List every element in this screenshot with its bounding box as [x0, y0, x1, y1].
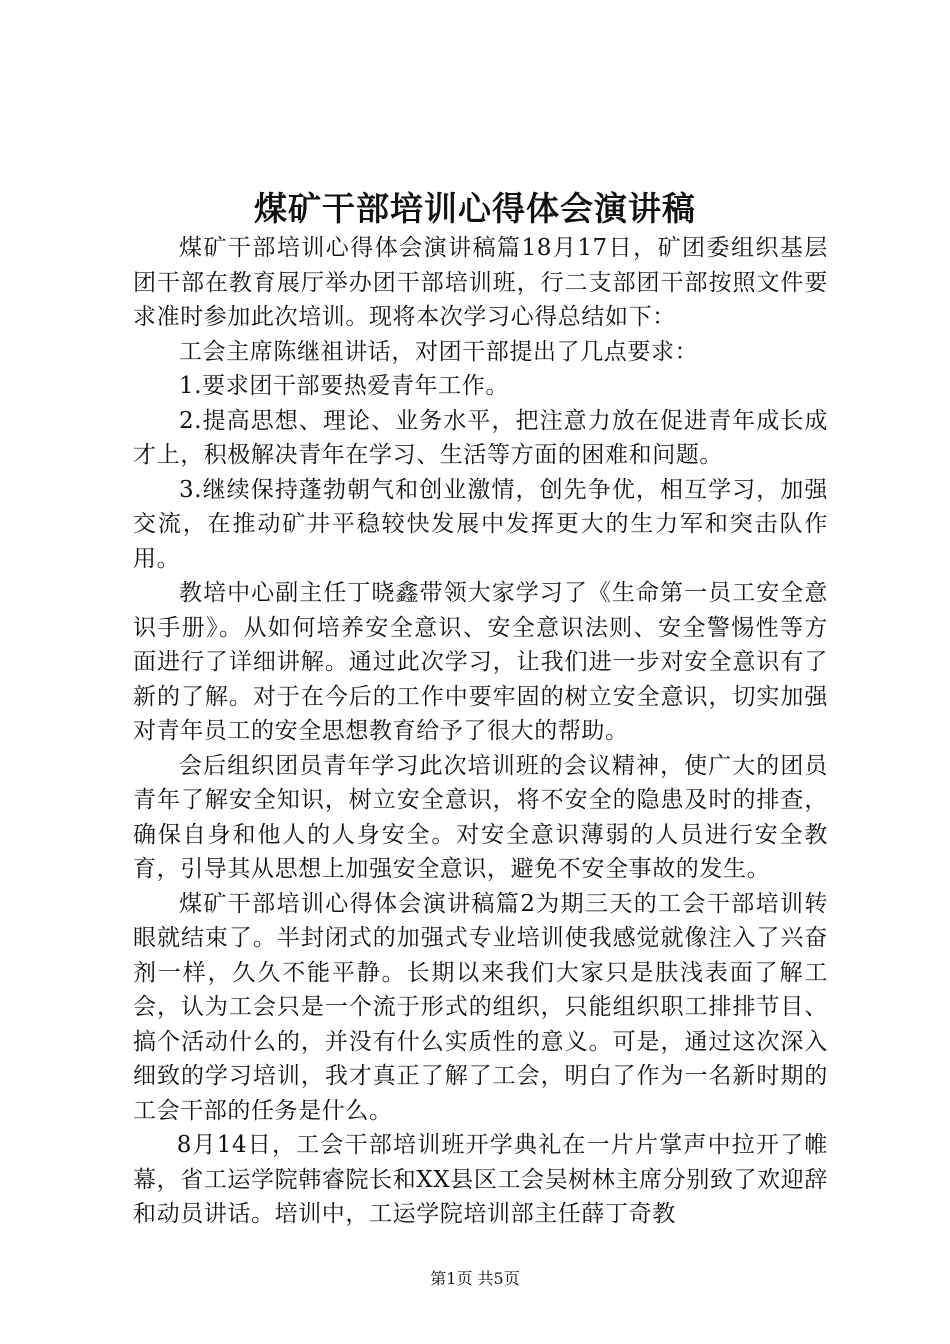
paragraph: 教培中心副主任丁晓鑫带领大家学习了《生命第一员工安全意识手册》。从如何培养安全意识、安全意识法则、安全警惕性等方面进行了详细讲解。通过此次学习，让我们进一步对安全意识有了新的了解。对于在今后的工作中要牢固的树立安全意识，切实加强对青年员工的安全思想教育给予了很大的帮助。: [133, 580, 828, 744]
paragraph: 8月14日，工会干部培训班开学典礼在一片片掌声中拉开了帷幕，省工运学院韩睿院长和XX县区工会吴树林主席分别致了欢迎辞和动员讲话。培训中，工运学院培训部主任薛丁奇教: [133, 1132, 828, 1227]
paragraph: 煤矿干部培训心得体会演讲稿篇18月17日，矿团委组织基层团干部在教育展厅举办团干部培训班，行二支部团干部按照文件要求准时参加此次培训。现将本次学习心得总结如下：: [133, 235, 828, 330]
document-body: [133, 231, 828, 1232]
paragraph: 会后组织团员青年学习此次培训班的会议精神，使广大的团员青年了解安全知识，树立安全意识，将不安全的隐患及时的排查，确保自身和他人的人身安全。对安全意识薄弱的人员进行安全教育，引导其从思想上加强安全意识，避免不安全事故的发生。: [133, 752, 828, 882]
paragraph: 3.继续保持蓬勃朝气和创业激情，创先争优，相互学习，加强交流，在推动矿井平稳较快发展中发挥更大的生力军和突击队作用。: [133, 476, 828, 572]
paragraph: 1.要求团干部要热爱青年工作。: [179, 373, 509, 399]
paragraph: 工会主席陈继祖讲话，对团干部提出了几点要求：: [179, 338, 699, 365]
paragraph: 2.提高思想、理论、业务水平，把注意力放在促进青年成长成才上，积极解决青年在学习、生活等方面的困难和问题。: [133, 407, 828, 468]
document-title: 煤矿干部培训心得体会演讲稿: [254, 189, 696, 228]
page-total: 共5页: [477, 1269, 520, 1288]
page-number: 第1页: [430, 1269, 473, 1288]
page-footer: [0, 1268, 950, 1290]
paragraph: 煤矿干部培训心得体会演讲稿篇2为期三天的工会干部培训转眼就结束了。半封闭式的加强式专业培训使我感觉就像注入了兴奋剂一样，久久不能平静。长期以来我们大家只是肤浅表面了解工会，认为工会只是一个流于形式的组织，只能组织职工排排节目、搞个活动什么的，并没有什么实质性的意义。可是，通过这次深入细致的学习培训，我才真正了解了工会，明白了作为一名新时期的工会干部的任务是什么。: [133, 890, 828, 1124]
